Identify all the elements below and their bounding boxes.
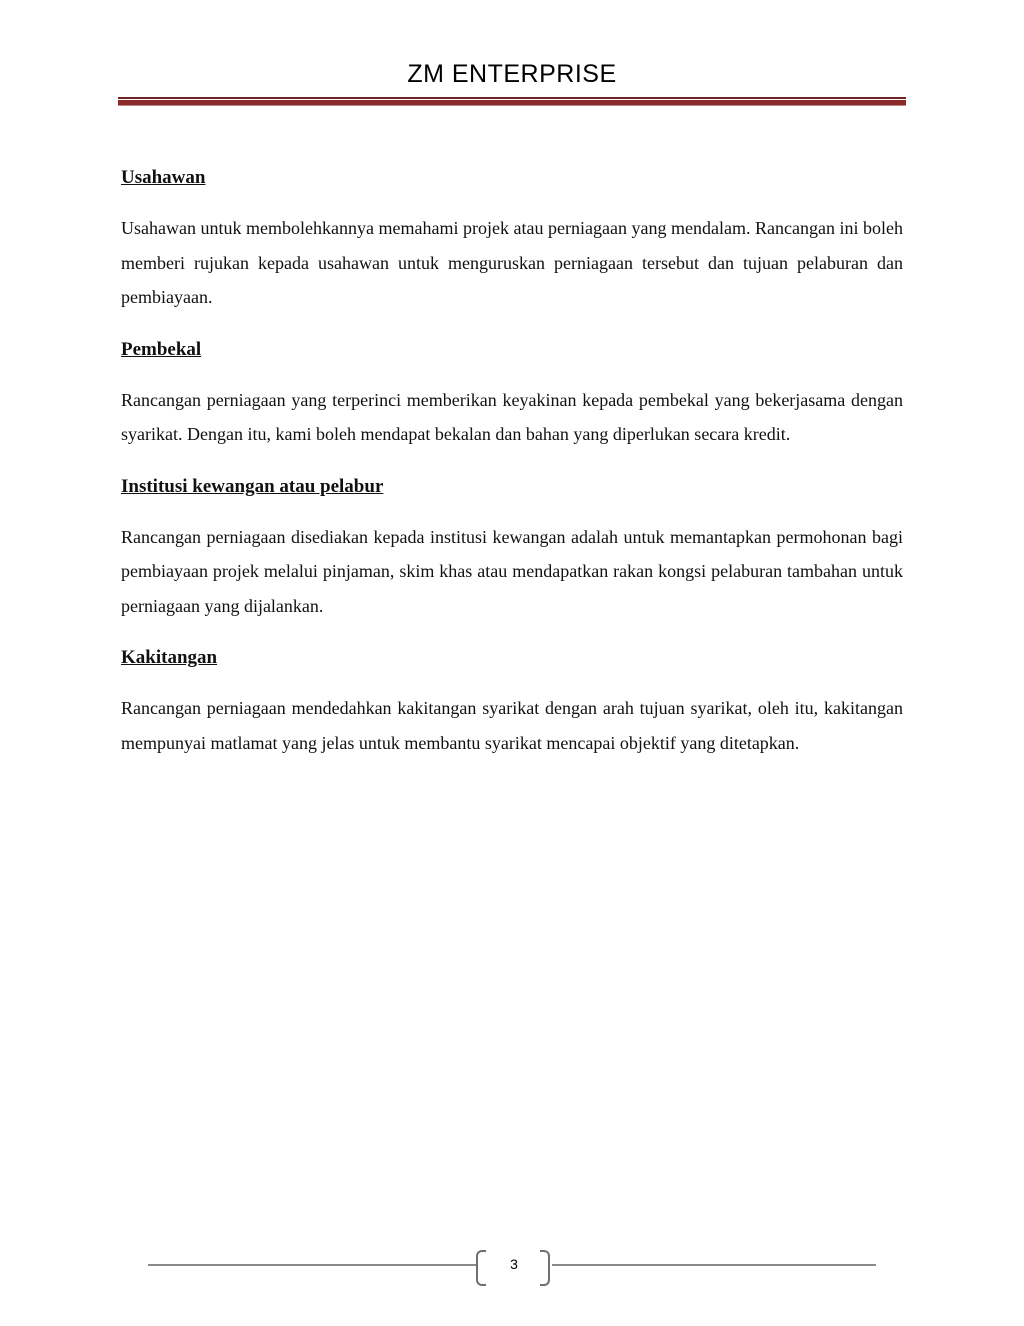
document-body [121,165,903,782]
close-bracket-icon [540,1250,550,1286]
section-pembekal [121,337,903,452]
header-rule-thick [118,100,906,105]
section-heading: Kakitangan [121,647,218,668]
section-heading: Institusi kewangan atau pelabur [121,475,384,497]
section-heading: Usahawan [121,167,206,188]
section-kakitangan [121,645,903,760]
page-header-title: ZM ENTERPRISE [407,60,617,88]
header-rule-thin [118,97,906,99]
header-rule [118,97,906,106]
page-footer [148,1248,876,1288]
section-institusi-kewangan [121,474,903,624]
section-heading: Pembekal [121,338,202,360]
section-paragraph: Rancangan perniagaan disediakan kepada institusi kewangan adalah untuk memantapkan permohonan bagi pembiayaan projek melalui pinjaman, skim khas atau mendapatkan rakan kongsi pelaburan tambahan untuk perniagaan yang dijalankan. [121,526,903,616]
footer-rule-right [552,1264,876,1266]
section-paragraph: Usahawan untuk membolehkannya memahami projek atau perniagaan yang mendalam. Rancangan ini boleh memberi rujukan kepada usahawan untuk menguruskan perniagaan tersebut dan tujuan pelaburan dan pembiayaan. [121,218,903,307]
open-bracket-icon [476,1250,486,1286]
section-usahawan [121,165,903,315]
page-number: 3 [510,1256,518,1272]
section-paragraph: Rancangan perniagaan yang terperinci memberikan keyakinan kepada pembekal yang bekerjasama dengan syarikat. Dengan itu, kami boleh mendapat bekalan dan bahan yang diperlukan secara kredit. [121,389,903,444]
section-paragraph: Rancangan perniagaan mendedahkan kakitangan syarikat dengan arah tujuan syarikat, oleh itu, kakitangan mempunyai matlamat yang jelas untuk membantu syarikat mencapai objektif yang ditetapkan. [121,698,903,753]
footer-rule-left [148,1264,476,1266]
